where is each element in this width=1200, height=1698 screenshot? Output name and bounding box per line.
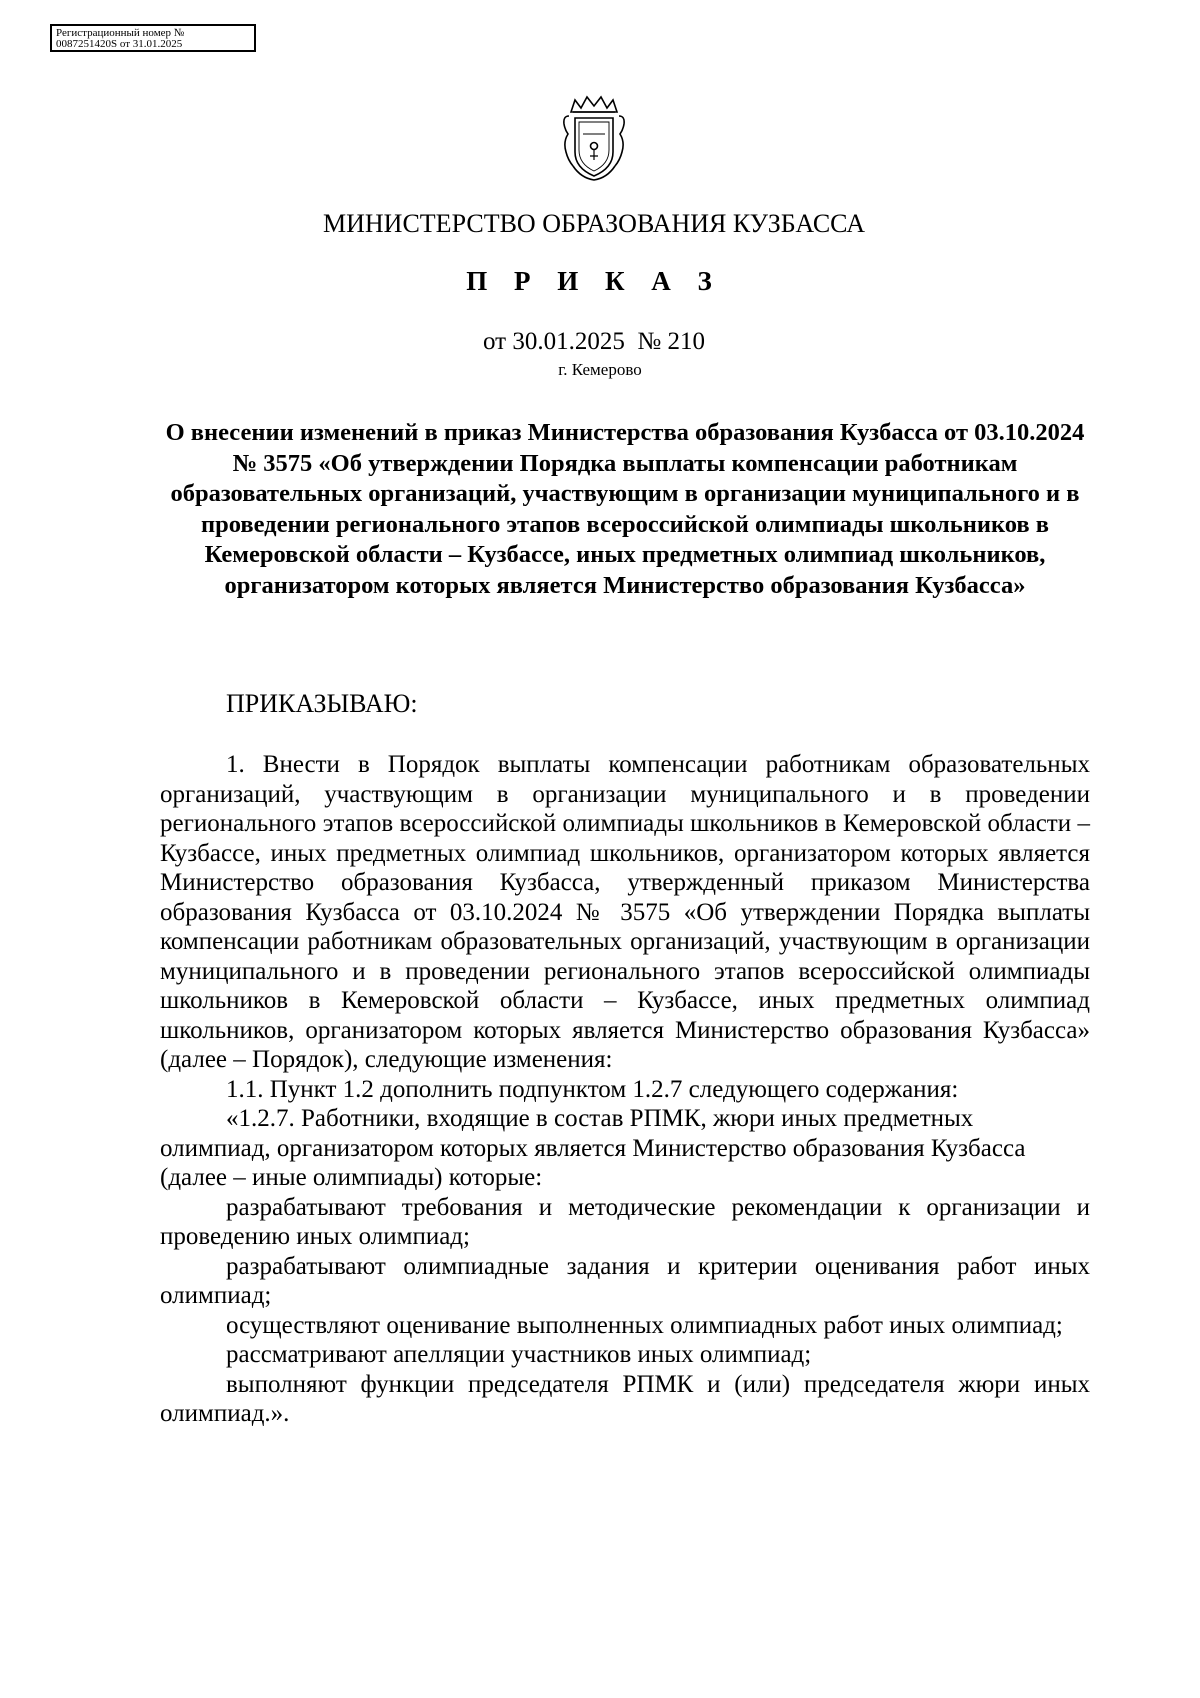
- order-subject: О внесении изменений в приказ Министерства образования Кузбасса от 03.10.2024 № 3575 «Об утверждении Порядка выплаты компенсации работникам образовательных организаций, участвующим в организации муниципального и в проведении регионального этапов всероссийской олимпиады школьников в Кемеровской области – Кузбассе, иных предметных олимпиад школьников, организатором которых является Министерство образования Кузбасса»: [165, 419, 1085, 599]
- list-item: выполняют функции председателя РПМК и (или) председателя жюри иных олимпиад.».: [160, 1370, 1090, 1427]
- list-item: рассматривают апелляции участников иных олимпиад;: [226, 1341, 812, 1368]
- order-title: П Р И К А З: [466, 266, 722, 296]
- list-item: разрабатывают требования и методические рекомендации к организации и проведению иных олимпиад;: [160, 1193, 1090, 1250]
- orders-word: ПРИКАЗЫВАЮ:: [226, 689, 418, 718]
- ministry-name: МИНИСТЕРСТВО ОБРАЗОВАНИЯ КУЗБАССА: [323, 209, 865, 238]
- list-item: осуществляют оценивание выполненных олимпиадных работ иных олимпиад;: [226, 1311, 1063, 1339]
- order-city: г. Кемерово: [558, 360, 642, 379]
- list-item: разрабатывают олимпиадные задания и критерии оценивания работ иных олимпиад;: [160, 1252, 1090, 1309]
- coat-of-arms-icon: [559, 94, 629, 184]
- order-date-number: от 30.01.2025 № 210: [483, 328, 705, 355]
- registration-number: 0087251420S от 31.01.2025: [56, 38, 183, 50]
- paragraph-1: 1. Внести в Порядок выплаты компенсации работникам образовательных организаций, участвующим в организации муниципального и в проведении регионального этапов всероссийской олимпиады школьников в Кемеровской области – Кузбассе, иных предметных олимпиад школьников, организатором которых является Министерство образования Кузбасса, утвержденный приказом Министерства образования Кузбасса от 03.10.2024 № 3575 «Об утверждении Порядка выплаты компенсации работникам образовательных организаций, участвующим в организации муниципального и в проведении регионального этапов всероссийской олимпиады школьников в Кемеровской области – Кузбассе, иных предметных олимпиад школьников, организатором которых является Министерство образования Кузбасса» (далее – Порядок), следующие изменения:: [160, 751, 1090, 1073]
- registration-label: Регистрационный номер №: [56, 27, 185, 39]
- registration-stamp: [50, 24, 256, 52]
- paragraph-1-2-7: «1.2.7. Работники, входящие в состав РПМК, жюри иных предметных олимпиад, организатором которых является Министерство образования Кузбасса (далее – иные олимпиады) которые:: [160, 1105, 1026, 1191]
- order-body: [160, 750, 1090, 1429]
- paragraph-1-1: 1.1. Пункт 1.2 дополнить подпунктом 1.2.7 следующего содержания:: [226, 1075, 959, 1103]
